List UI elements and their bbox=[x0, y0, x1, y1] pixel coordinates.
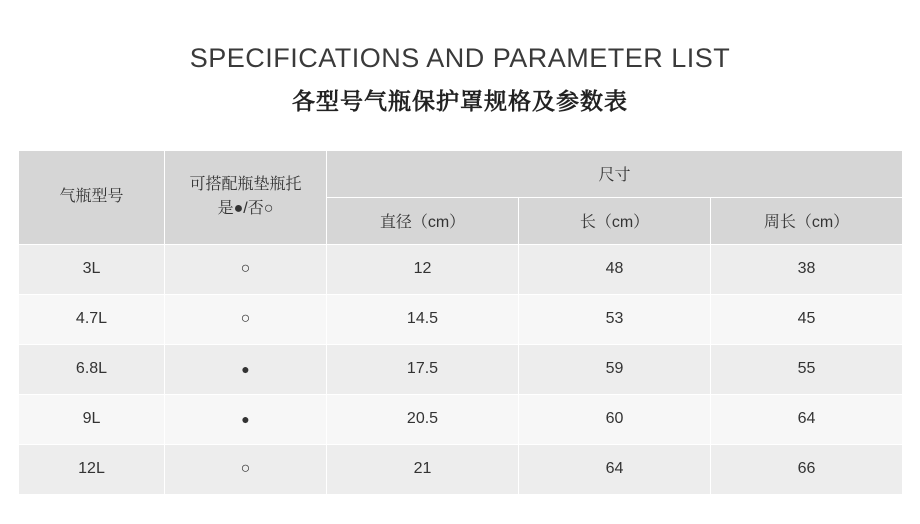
column-header-match-line2: 是●/否○ bbox=[217, 200, 274, 218]
column-header-circumference: 周长（cm） bbox=[711, 197, 903, 244]
column-header-match bbox=[165, 150, 327, 244]
cell-length: 60 bbox=[519, 394, 711, 444]
table-header bbox=[19, 150, 903, 244]
cell-model: 9L bbox=[19, 394, 165, 444]
table-body bbox=[19, 244, 903, 494]
cell-model: 4.7L bbox=[19, 294, 165, 344]
cell-diameter: 14.5 bbox=[327, 294, 519, 344]
table-row bbox=[19, 244, 903, 294]
cell-circumference: 38 bbox=[711, 244, 903, 294]
cell-model: 6.8L bbox=[19, 344, 165, 394]
cell-diameter: 20.5 bbox=[327, 394, 519, 444]
table-header-row-1 bbox=[19, 150, 903, 197]
column-header-match-line1: 可搭配瓶垫瓶托 bbox=[189, 175, 302, 193]
cell-match-mark: ○ bbox=[165, 244, 327, 294]
cell-diameter: 12 bbox=[327, 244, 519, 294]
cell-diameter: 21 bbox=[327, 444, 519, 494]
column-header-size-group: 尺寸 bbox=[327, 150, 903, 197]
column-header-diameter: 直径（cm） bbox=[327, 197, 519, 244]
cell-length: 64 bbox=[519, 444, 711, 494]
cell-model: 12L bbox=[19, 444, 165, 494]
cell-match-mark: ● bbox=[165, 344, 327, 394]
cell-length: 53 bbox=[519, 294, 711, 344]
spec-table-wrapper bbox=[18, 150, 902, 495]
table-row bbox=[19, 344, 903, 394]
table-row bbox=[19, 444, 903, 494]
table-row bbox=[19, 394, 903, 444]
cell-match-mark: ○ bbox=[165, 294, 327, 344]
page-title-chinese: 各型号气瓶保护罩规格及参数表 bbox=[292, 88, 628, 115]
column-header-length: 长（cm） bbox=[519, 197, 711, 244]
cell-length: 48 bbox=[519, 244, 711, 294]
cell-match-mark: ○ bbox=[165, 444, 327, 494]
cell-diameter: 17.5 bbox=[327, 344, 519, 394]
cell-circumference: 64 bbox=[711, 394, 903, 444]
specification-table bbox=[18, 150, 903, 495]
cell-model: 3L bbox=[19, 244, 165, 294]
page-title-english: SPECIFICATIONS AND PARAMETER LIST bbox=[189, 43, 731, 73]
table-row bbox=[19, 294, 903, 344]
cell-circumference: 66 bbox=[711, 444, 903, 494]
cell-match-mark: ● bbox=[165, 394, 327, 444]
cell-circumference: 55 bbox=[711, 344, 903, 394]
cell-circumference: 45 bbox=[711, 294, 903, 344]
title-block bbox=[0, 0, 920, 116]
cell-length: 59 bbox=[519, 344, 711, 394]
column-header-model: 气瓶型号 bbox=[19, 150, 165, 244]
